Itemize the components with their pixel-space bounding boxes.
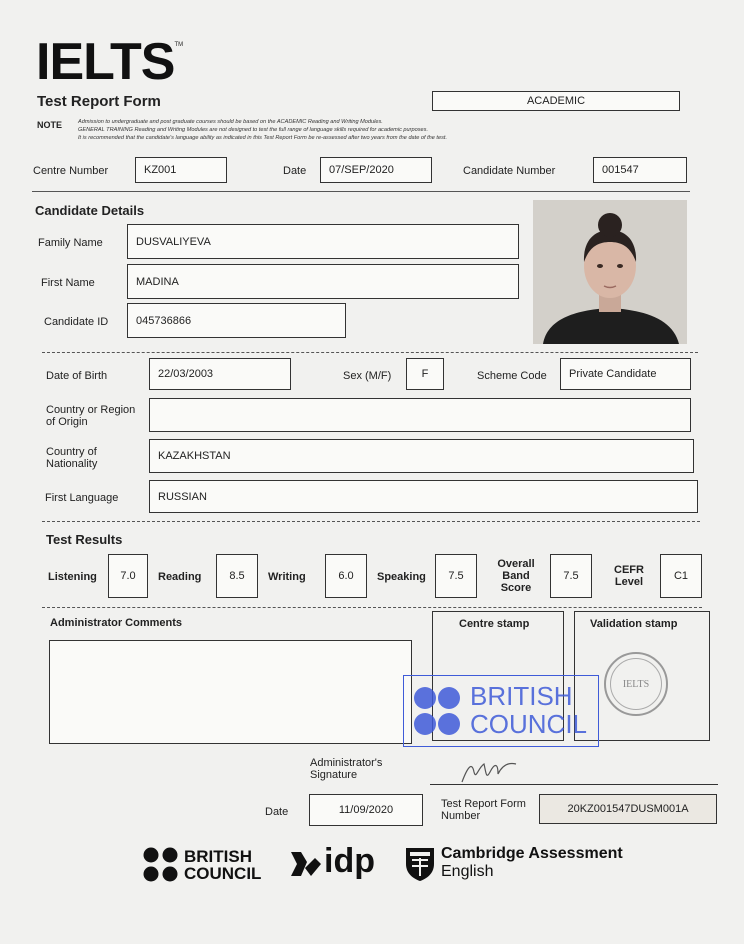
divider-3 bbox=[42, 521, 700, 522]
validation-seal-text: IELTS bbox=[610, 658, 662, 710]
origin-label-line-2: of Origin bbox=[46, 416, 88, 428]
sex-value: F bbox=[406, 358, 444, 390]
candidate-details-title: Candidate Details bbox=[35, 203, 145, 218]
centre-stamp-label: Centre stamp bbox=[459, 618, 530, 630]
administrator-signature-label bbox=[310, 757, 382, 781]
nationality-label-line-1: Country of bbox=[46, 446, 97, 458]
signature-label-line-1: Administrator's bbox=[310, 757, 383, 769]
scheme-code-label: Scheme Code bbox=[477, 370, 547, 382]
trf-number-label bbox=[441, 798, 526, 822]
family-name-value: DUSVALIYEVA bbox=[127, 224, 519, 259]
listening-label: Listening bbox=[48, 571, 97, 583]
cefr-label-line-1: CEFR bbox=[614, 564, 644, 576]
first-name-value: MADINA bbox=[127, 264, 519, 299]
stamp-council-text: COUNCIL bbox=[470, 709, 588, 739]
family-name-label: Family Name bbox=[38, 237, 103, 249]
overall-band-label bbox=[494, 558, 538, 594]
trf-number-value: 20KZ001547DUSM001A bbox=[539, 794, 717, 824]
test-date-label: Date bbox=[283, 165, 307, 177]
issue-date-label: Date bbox=[265, 806, 289, 818]
administrator-comments-box bbox=[49, 640, 412, 744]
cefr-level-value: C1 bbox=[660, 554, 702, 598]
candidate-id-label: Candidate ID bbox=[44, 316, 109, 328]
candidate-number-label: Candidate Number bbox=[463, 165, 556, 177]
nationality-label-line-2: Nationality bbox=[46, 458, 98, 470]
overall-label-line-1: Overall bbox=[497, 558, 535, 570]
reading-label: Reading bbox=[158, 571, 202, 583]
overall-band-score: 7.5 bbox=[550, 554, 592, 598]
footer-cam-line-1: Cambridge Assessment bbox=[441, 845, 623, 862]
footer-cam-line-2: English bbox=[441, 863, 494, 880]
nationality-value: KAZAKHSTAN bbox=[149, 439, 694, 473]
validation-seal bbox=[604, 652, 668, 716]
note-line-2: GENERAL TRAINING Reading and Writing Modules are not designed to test the full range of language skills required for academic purposes. bbox=[78, 127, 428, 133]
candidate-photo bbox=[533, 200, 687, 344]
stamp-british-text: BRITISH bbox=[470, 681, 573, 711]
cambridge-shield-icon bbox=[404, 846, 436, 882]
note-text bbox=[78, 118, 638, 142]
centre-number-label: Centre Number bbox=[33, 165, 109, 177]
issue-date-value: 11/09/2020 bbox=[309, 794, 423, 826]
origin-label-line-1: Country or Region bbox=[46, 404, 136, 416]
listening-score: 7.0 bbox=[108, 554, 148, 598]
signature-line bbox=[430, 784, 718, 785]
speaking-score: 7.5 bbox=[435, 554, 477, 598]
first-language-value: RUSSIAN bbox=[149, 480, 698, 513]
cambridge-logo-text bbox=[441, 845, 623, 881]
dob-value: 22/03/2003 bbox=[149, 358, 291, 390]
origin-value bbox=[149, 398, 691, 432]
trademark-mark: TM bbox=[174, 42, 184, 48]
form-title: Test Report Form bbox=[37, 93, 161, 110]
british-council-stamp bbox=[403, 675, 599, 747]
nationality-label bbox=[46, 446, 97, 470]
note-line-3: It is recommended that the candidate's language ability as indicated in this Test Report Form be re-assessed after two years from the date of the test. bbox=[78, 135, 447, 141]
scheme-code-value: Private Candidate bbox=[560, 358, 691, 390]
british-council-logo-text bbox=[184, 848, 261, 882]
signature-label-line-2: Signature bbox=[310, 769, 358, 781]
cefr-level-label bbox=[610, 564, 648, 588]
origin-label bbox=[46, 404, 135, 428]
speaking-label: Speaking bbox=[377, 571, 426, 583]
reading-score: 8.5 bbox=[216, 554, 258, 598]
idp-logo-text: idp bbox=[324, 842, 375, 880]
test-date-value: 07/SEP/2020 bbox=[320, 157, 432, 183]
note-line-1: Admission to undergraduate and post graduate courses should be based on the ACADEMIC Reading and Writing Modules. bbox=[78, 119, 383, 125]
ielts-logo-text: IELTS bbox=[36, 33, 175, 91]
overall-label-line-2: Band bbox=[502, 570, 530, 582]
candidate-id-value: 045736866 bbox=[127, 303, 346, 338]
sex-label: Sex (M/F) bbox=[343, 370, 392, 382]
ielts-logo bbox=[36, 34, 183, 90]
british-council-stamp-dots-icon bbox=[412, 684, 464, 740]
module-box: ACADEMIC bbox=[432, 91, 680, 111]
writing-label: Writing bbox=[268, 571, 306, 583]
divider-1 bbox=[32, 191, 690, 192]
cefr-label-line-2: Level bbox=[614, 576, 644, 588]
administrator-comments-label: Administrator Comments bbox=[50, 617, 183, 629]
portrait-image bbox=[533, 200, 687, 344]
test-results-title: Test Results bbox=[46, 532, 123, 547]
first-name-label: First Name bbox=[41, 277, 95, 289]
validation-stamp-label: Validation stamp bbox=[590, 618, 678, 630]
divider-4 bbox=[42, 607, 702, 608]
candidate-number-value: 001547 bbox=[593, 157, 687, 183]
trf-label-line-1: Test Report Form bbox=[441, 798, 526, 810]
idp-logo-icon bbox=[289, 848, 323, 880]
note-label: NOTE bbox=[37, 120, 63, 130]
trf-label-line-2: Number bbox=[441, 810, 481, 822]
centre-number-value: KZ001 bbox=[135, 157, 227, 183]
footer-bc-line-2: COUNCIL bbox=[184, 864, 262, 883]
footer-bc-line-1: BRITISH bbox=[184, 847, 252, 866]
first-language-label: First Language bbox=[45, 492, 119, 504]
british-council-logo-icon bbox=[143, 847, 179, 883]
divider-2 bbox=[42, 352, 698, 353]
writing-score: 6.0 bbox=[325, 554, 367, 598]
dob-label: Date of Birth bbox=[46, 370, 108, 382]
overall-label-line-3: Score bbox=[500, 582, 532, 594]
